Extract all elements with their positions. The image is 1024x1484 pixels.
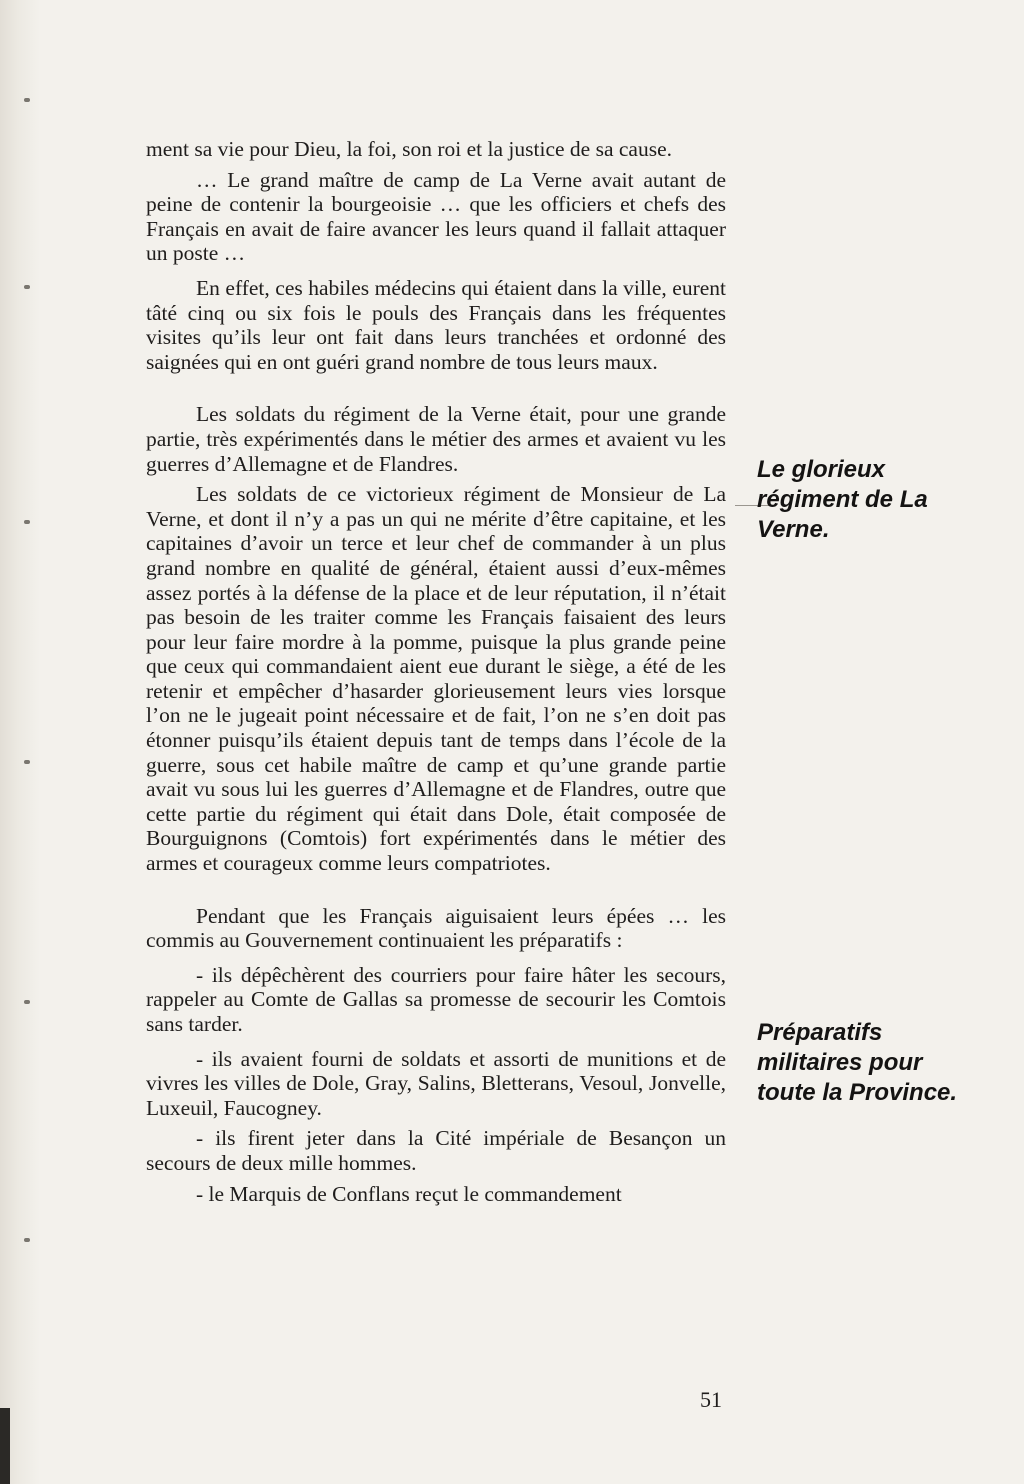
binding-stitch-mark xyxy=(24,285,30,289)
binding-stitch-mark xyxy=(24,1000,30,1004)
paragraph-3: En effet, ces habiles médecins qui étaient dans la ville, eurent tâté cinq ou six fois le pouls des Français dans les fréquentes visites qu’ils leur ont fait dans leurs tranchées et ordonné des saignées qui en ont guéri grand nombre de tous leurs maux. xyxy=(146,275,726,374)
binding-shadow xyxy=(0,1408,10,1484)
page-binding-edge xyxy=(0,0,40,1484)
paragraph-6: Pendant que les Français aiguisaient leurs épées … les commis au Gouvernement continuaient les préparatifs : xyxy=(146,903,726,953)
main-text-column xyxy=(146,137,726,1206)
paragraph-10: - le Marquis de Conflans reçut le commandement xyxy=(196,1181,622,1206)
paragraph-7: - ils dépêchèrent des courriers pour faire hâter les secours, rappeler au Comte de Gallas sa promesse de secourir les Comtois sans tarder. xyxy=(146,962,726,1036)
paragraph-4: Les soldats du régiment de la Verne était, pour une grande partie, très expérimentés dans le métier des armes et avaient vu les guerres d’Allemagne et de Flandres. xyxy=(146,402,726,476)
margin-note-military-preparations: Préparatifs militaires pour toute la Province. xyxy=(757,1019,958,1106)
paragraph-2: … Le grand maître de camp de La Verne avait autant de peine de contenir la bourgeoisie … que les officiers et chefs des Français en avait de faire avancer les leurs quand il fallait attaquer un poste … xyxy=(146,167,726,266)
binding-stitch-mark xyxy=(24,760,30,764)
paragraph-1: ment sa vie pour Dieu, la foi, son roi et la justice de sa cause. xyxy=(146,137,672,161)
margin-note-glorious-regiment: Le glorieux régiment de La Verne. xyxy=(757,456,928,543)
binding-stitch-mark xyxy=(24,1238,30,1242)
binding-stitch-mark xyxy=(24,98,30,102)
page-number: 51 xyxy=(700,1387,722,1412)
paragraph-5: Les soldats de ce victorieux régiment de Monsieur de La Verne, et dont il n’y a pas un qui ne mérite d’être capitaine, et les capitaines d’avoir un terce et leur chef de commander à un plus grand nombre en qualité de général, étaient aussi d’eux-mêmes assez portés à la défense de la place et de leur réputation, il n’était pas besoin de les traiter comme les Français faisaient des leurs pour leur faire mordre à la pomme, puisque la plus grande peine que ceux qui commandaient aient eue durant le siège, a été de les retenir et empêcher d’hasarder glorieusement leurs vies lorsque l’on ne le jugeait point nécessaire et de fait, l’on ne s’en doit pas étonner puisqu’ils étaient depuis tant de temps dans l’école de la guerre, sous cet habile maître de camp et qu’une grande partie avait vu sous lui les guerres d’Allemagne et de Flandres, outre que cette partie du régiment qui était dans Dole, était composée de Bourguignons (Comtois) fort expérimentés dans le métier des armes et courageux comme leurs compatriotes. xyxy=(146,482,726,876)
paragraph-8: - ils avaient fourni de soldats et assorti de munitions et de vivres les villes de Dole, Gray, Salins, Bletterans, Vesoul, Jonvelle, Luxeuil, Faucogney. xyxy=(146,1046,726,1120)
paragraph-9: - ils firent jeter dans la Cité impériale de Besançon un secours de deux mille hommes. xyxy=(146,1126,726,1175)
binding-stitch-mark xyxy=(24,520,30,524)
